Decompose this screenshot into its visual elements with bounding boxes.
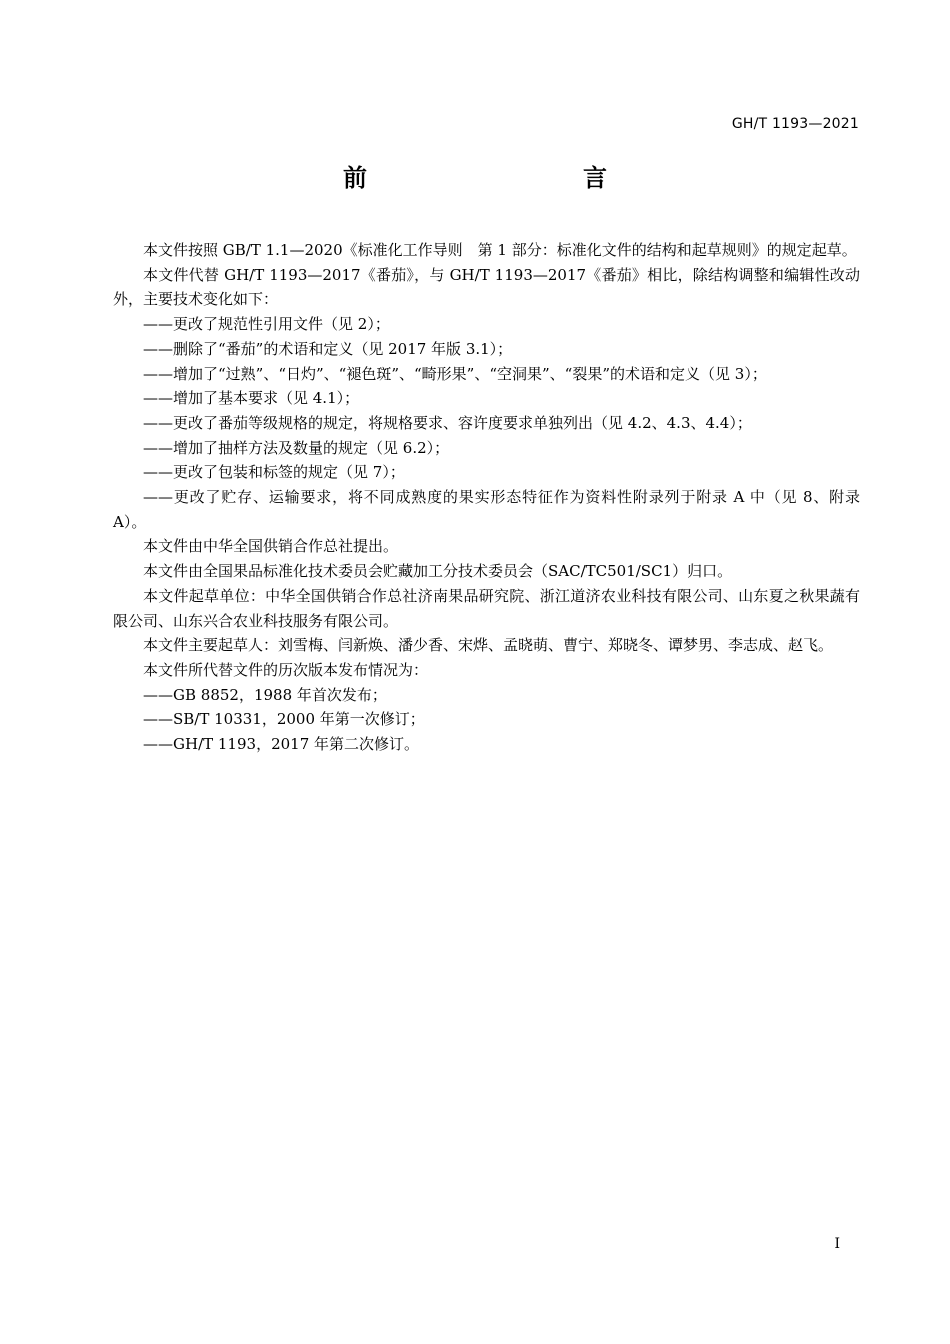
change-item: ——更改了贮存、运输要求，将不同成熟度的果实形态特征作为资料性附录列于附录 A 中（见 8、附录 A）。 (113, 488, 860, 531)
foreword-body (113, 238, 860, 757)
history-item: ——GB 8852，1988 年首次发布； (143, 685, 387, 704)
change-item: ——更改了规范性引用文件（见 2）； (143, 315, 390, 334)
change-item: ——删除了“番茄”的术语和定义（见 2017 年版 3.1）； (143, 339, 513, 358)
paragraph-drafting-basis: 本文件按照 GB/T 1.1—2020《标准化工作导则 第 1 部分：标准化文件的结构和起草规则》的规定起草。 (143, 241, 857, 259)
paragraph-history-intro: 本文件所代替文件的历次版本发布情况为： (143, 660, 429, 679)
paragraph-committee: 本文件由全国果品标准化技术委员会贮藏加工分技术委员会（SAC/TC501/SC1）归口。 (143, 562, 733, 581)
change-item: ——更改了番茄等级规格的规定，将规格要求、容许度要求单独列出（见 4.2、4.3、4.4）； (143, 413, 752, 432)
page-number: I (834, 1236, 840, 1252)
history-item: ——GH/T 1193，2017 年第二次修订。 (143, 735, 420, 754)
paragraph-drafting-units: 本文件起草单位：中华全国供销合作总社济南果品研究院、浙江道济农业科技有限公司、山东夏之秋果蔬有限公司、山东兴合农业科技服务有限公司。 (113, 586, 860, 630)
change-item: ——增加了基本要求（见 4.1）； (143, 389, 360, 408)
standard-code: GH/T 1193—2021 (731, 116, 859, 132)
change-item: ——增加了抽样方法及数量的规定（见 6.2）； (143, 438, 450, 457)
page-title: 前 言 (343, 164, 663, 192)
change-item: ——增加了“过熟”、“日灼”、“褪色斑”、“畸形果”、“空洞果”、“裂果”的术语和定义（见 3）； (143, 364, 767, 383)
history-item: ——SB/T 10331，2000 年第一次修订； (143, 710, 425, 729)
paragraph-proposer: 本文件由中华全国供销合作总社提出。 (143, 537, 399, 556)
paragraph-drafters: 本文件主要起草人：刘雪梅、闫新焕、潘少香、宋烨、孟晓萌、曹宁、郑晓冬、谭梦男、李志成、赵飞。 (143, 636, 834, 655)
change-item: ——更改了包装和标签的规定（见 7）； (143, 463, 405, 482)
paragraph-replacement-note: 本文件代替 GH/T 1193—2017《番茄》，与 GH/T 1193—2017《番茄》相比，除结构调整和编辑性改动外，主要技术变化如下： (113, 265, 860, 309)
